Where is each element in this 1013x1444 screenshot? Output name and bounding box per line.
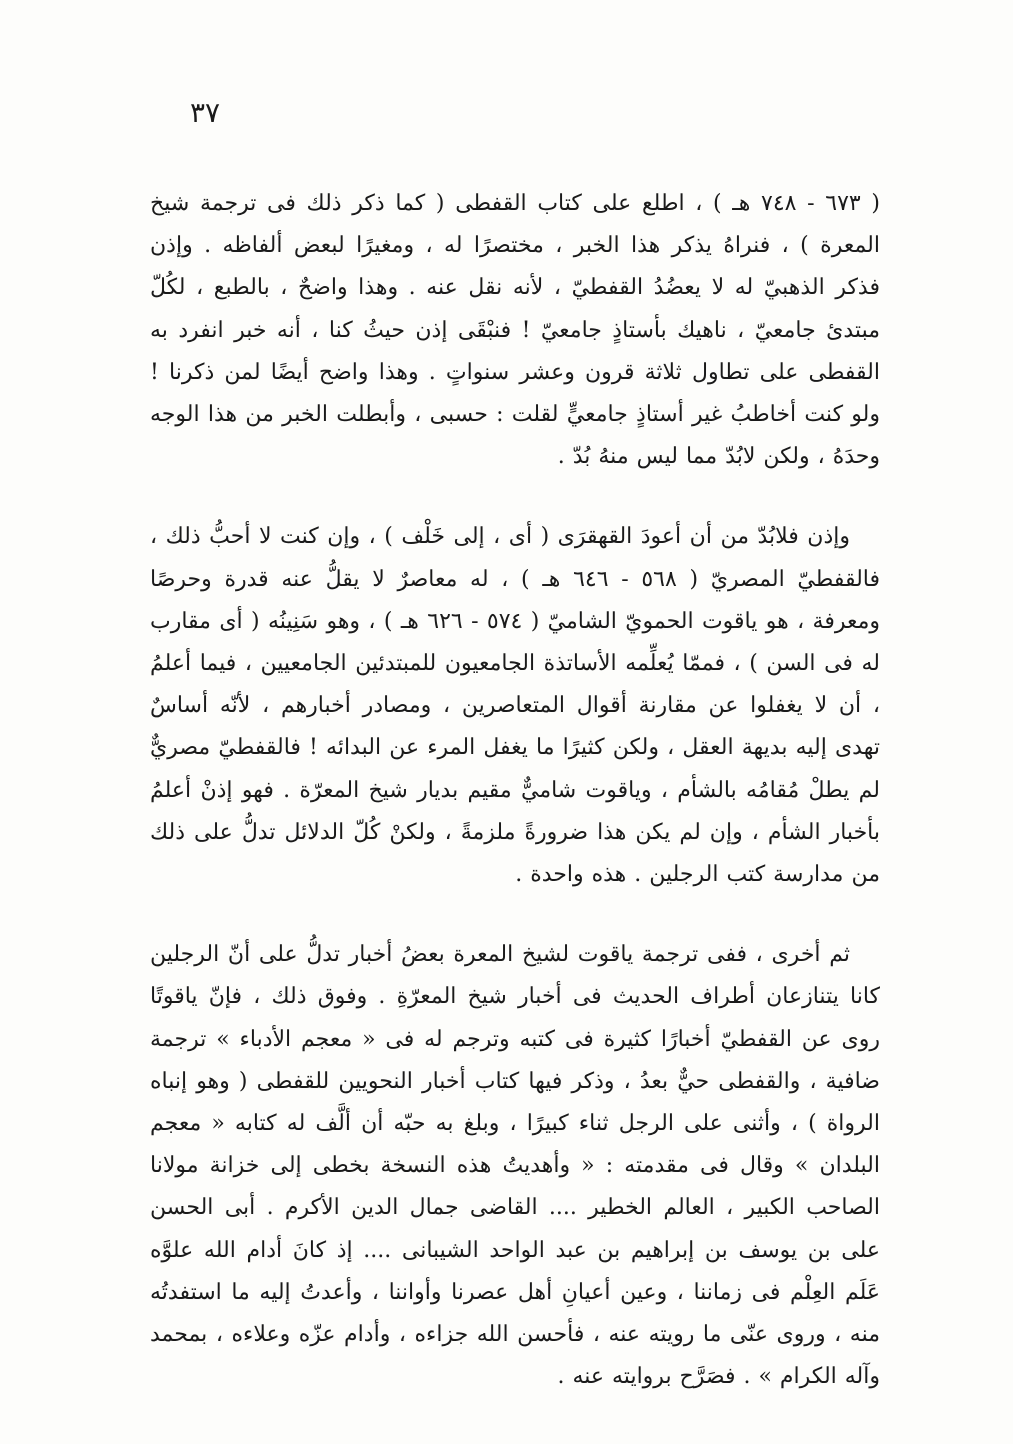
paragraph-1: ( ٦٧٣ - ٧٤٨ هـ ) ، اطلع على كتاب القفطى ( كما ذكر ذلك فى ترجمة شيخ المعرة ) ، فنراهُ يذكر هذا الخبر ، مختصرًا له ، ومغيرًا لبعض ألفاظه . وإذن فذكر الذهبيّ له لا يعضُدُ القفطيّ ، لأنه نقل عنه . وهذا واضحٌ ، بالطبع ، لكُلّ مبتدئ جامعيّ ، ناهيك بأستاذٍ جامعيّ ! فنبْقَى إذن حيثُ كنا ، أنه خبر انفرد به القفطى على تطاول ثلاثة قرون وعشر سنواتٍ . وهذا واضح أيضًا لمن ذكرنا ! ولو كنت أخاطبُ غير أستاذٍ جامعيٍّ لقلت : حسبى ، وأبطلت الخبر من هذا الوجه وحدَهُ ، ولكن لابُدّ مما ليس منهُ بُدّ . [150, 191, 880, 470]
body-text [150, 183, 880, 1398]
paragraph-2: وإذن فلابُدّ من أن أعودَ القهقرَى ( أى ، إلى خَلْف ) ، وإن كنت لا أحبُّ ذلك ، فالقفطيّ المصريّ ( ٥٦٨ - ٦٤٦ هـ ) ، له معاصرٌ لا يقلُّ عنه قدرة وحرصًا ومعرفة ، هو ياقوت الحمويّ الشاميّ ( ٥٧٤ - ٦٢٦ هـ ) ، وهو سَنِينُه ( أى مقارب له فى السن ) ، فممّا يُعلِّمه الأساتذة الجامعيون للمبتدئين الجامعيين ، فيما أعلمُ ، أن لا يغفلوا عن مقارنة أقوال المتعاصرين ، ومصادر أخبارهم ، لأنّه أساسٌ تهدى إليه بديهة العقل ، ولكن كثيرًا ما يغفل المرء عن البدائه ! فالقفطيّ مصريٌّ لم يطلْ مُقامُه بالشأم ، وياقوت شاميٌّ مقيم بديار شيخ المعرّة . فهو إذنْ أعلمُ بأخبار الشأم ، وإن لم يكن هذا ضرورةً ملزمةً ، ولكنْ كُلّ الدلائل تدلُّ على ذلك من مدارسة كتب الرجلين . هذه واحدة . [150, 524, 880, 888]
page-number: ٣٧ [190, 96, 221, 129]
paragraph-3: ثم أخرى ، ففى ترجمة ياقوت لشيخ المعرة بعضُ أخبار تدلُّ على أنّ الرجلين كانا يتنازعان أطراف الحديث فى أخبار شيخ المعرّةِ . وفوق ذلك ، فإنّ ياقوتًا روى عن القفطيّ أخبارًا كثيرة فى كتبه وترجم له فى « معجم الأدباء » ترجمة ضافية ، والقفطى حيٌّ بعدُ ، وذكر فيها كتاب أخبار النحويين للقفطى ( وهو إنباه الرواة ) ، وأثنى على الرجل ثناء كبيرًا ، وبلغ به حبّه أن ألَّف له كتابه « معجم البلدان » وقال فى مقدمته : « وأهديتُ هذه النسخة بخطى إلى خزانة مولانا الصاحب الكبير ، العالم الخطير .... القاضى جمال الدين الأكرم . أبى الحسن على بن يوسف بن إبراهيم بن عبد الواحد الشيبانى .... إذ كانَ أدام الله علوَّه عَلَم العِلْم فى زماننا ، وعين أعيانِ أهل عصرنا وأواننا ، وأعدتُ إليه ما استفدتُه منه ، وروى عنّى ما رويته عنه ، فأحسن الله جزاءه ، وأدام عزّه وعلاءه ، بمحمد وآله الكرام » . فصَرَّح بروايته عنه . [150, 942, 881, 1390]
